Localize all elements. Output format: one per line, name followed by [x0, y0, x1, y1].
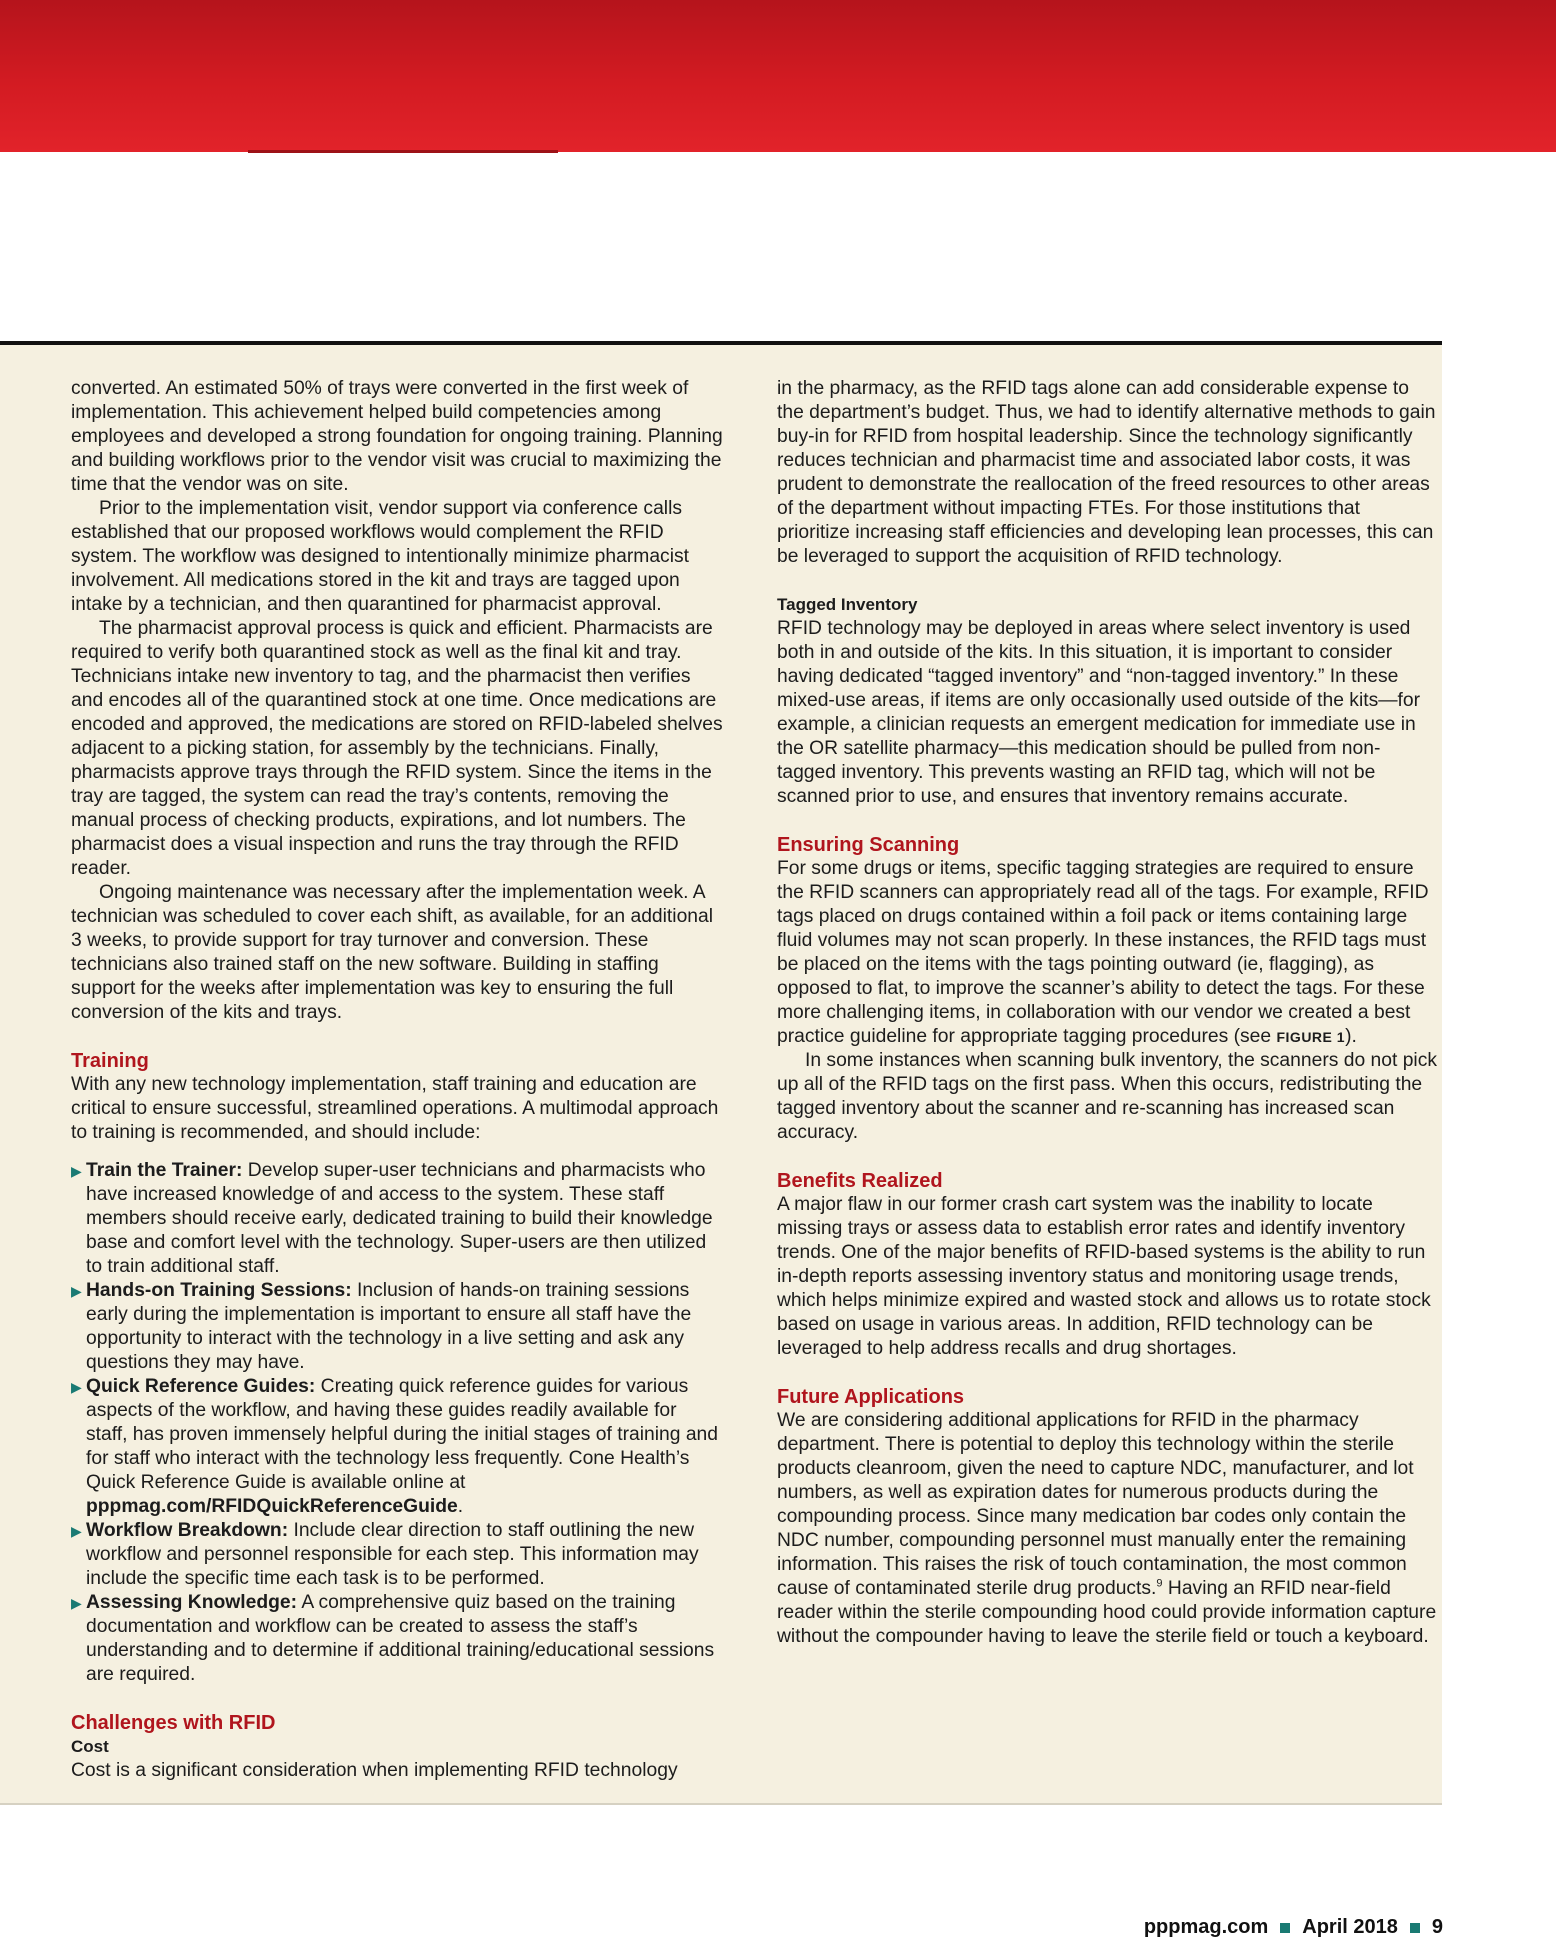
- paragraph: Cost is a significant consideration when implementing RFID technology: [71, 1760, 678, 1781]
- list-item: [71, 1375, 723, 1519]
- list-item-text: Include clear direction to staff outlining the new workflow and personnel responsible for each step. This information may include the specific time each task is to be performed.: [86, 1520, 699, 1589]
- subheading-tagged-inventory: Tagged Inventory: [777, 595, 918, 614]
- paragraph-text: For some drugs or items, specific tagging strategies are required to ensure the RFID scanners can appropriately read all of the tags. For example, RFID tags placed on drugs contained within a foil pack or items containing large fluid volumes may not scan properly. In these instances, the RFID tags must be placed on the items with the tags pointing outward (ie, flagging), as opposed to flat, to improve the scanner’s ability to detect the tags. For these more challenging items, in collaboration with our vendor we created a best practice guideline for appropriate tagging procedures (see: [777, 858, 1429, 1047]
- footer-site: pppmag.com: [1143, 1916, 1269, 1938]
- list-item-text: Develop super-user technicians and pharmacists who have increased knowledge of and access to the system. These staff members should receive early, dedicated training to build their knowledge base and comfort level with the technology. Super-users are then utilized to train additional staff.: [86, 1160, 713, 1277]
- list-item-term: Workflow Breakdown:: [86, 1520, 289, 1541]
- list-item-term: Assessing Knowledge:: [86, 1592, 298, 1613]
- figure-reference: FIGURE 1: [1276, 1029, 1346, 1045]
- section-heading-benefits: Benefits Realized: [777, 1170, 943, 1192]
- page-number: 9: [1431, 1916, 1443, 1938]
- subheading-cost: Cost: [71, 1737, 109, 1756]
- list-item: [71, 1519, 723, 1591]
- list-item-term: Train the Trainer:: [86, 1160, 243, 1181]
- square-separator-icon: [1280, 1923, 1290, 1933]
- list-item: [71, 1591, 723, 1687]
- paragraph-text: Having an RFID near-field reader within the sterile compounding hood could provide information capture without the compounder having to leave the sterile field or touch a keyboard.: [777, 1578, 1437, 1647]
- list-item-term: Hands-on Training Sessions:: [86, 1280, 352, 1301]
- triangle-bullet-icon: ▶: [71, 1283, 82, 1299]
- section-heading-ensuring-scanning: Ensuring Scanning: [777, 834, 960, 856]
- list-item-text: .: [457, 1496, 464, 1517]
- citation-superscript: 9: [1156, 1577, 1163, 1590]
- paragraph: A major flaw in our former crash cart system was the inability to locate missing trays or assess data to establish error rates and identify inventory trends. One of the major benefits of RFID-based systems is the ability to run in-depth reports assessing inventory status and monitoring usage trends, which helps minimize expired and wasted stock and allows us to rotate stock based on usage in various areas. In addition, RFID technology can be leveraged to help address recalls and drug shortages.: [777, 1194, 1431, 1359]
- triangle-bullet-icon: ▶: [71, 1163, 82, 1179]
- paragraph: Prior to the implementation visit, vendor support via conference calls established that our proposed workflows would complement the RFID system. The workflow was designed to intentionally minimize pharmacist involvement. All medications stored in the kit and trays are tagged upon intake by a technician, and then quarantined for pharmacist approval.: [71, 498, 689, 615]
- paragraph: [777, 857, 1437, 1049]
- section-heading-future: Future Applications: [777, 1386, 965, 1408]
- list-item-text: Creating quick reference guides for various aspects of the workflow, and having these guides readily available for staff, has proven immensely helpful during the initial stages of training and for staff who interact with the technology less frequently. Cone Health’s Quick Reference Guide is available online at: [86, 1376, 719, 1493]
- list-item-text: Inclusion of hands-on training sessions early during the implementation is important to ensure all staff have the opportunity to interact with the technology in a live setting and ask any questions they may have.: [86, 1280, 692, 1373]
- header-color-band: [0, 0, 1556, 152]
- footer-date: April 2018: [1302, 1916, 1398, 1938]
- right-column: [777, 377, 1437, 1649]
- triangle-bullet-icon: ▶: [71, 1379, 82, 1395]
- triangle-bullet-icon: ▶: [71, 1523, 82, 1539]
- paragraph: in the pharmacy, as the RFID tags alone can add considerable expense to the department’s budget. Thus, we had to identify alternative methods to gain buy-in for RFID from hospital leadership. Since the technology significantly reduces technician and pharmacist time and associated labor costs, it was prudent to demonstrate the reallocation of the freed resources to other areas of the department without impacting FTEs. For those institutions that prioritize increasing staff efficiencies and developing lean processes, this can be leveraged to support the acquisition of RFID technology.: [777, 378, 1436, 567]
- paragraph: The pharmacist approval process is quick and efficient. Pharmacists are required to verify both quarantined stock as well as the final kit and tray. Technicians intake new inventory to tag, and the pharmacist then verifies and encodes all of the quarantined stock at one time. Once medications are encoded and approved, the medications are stored on RFID-labeled shelves adjacent to a picking station, for assembly by the technicians. Finally, pharmacists approve trays through the RFID system. Since the items in the tray are tagged, the system can read the tray’s contents, removing the manual process of checking products, expirations, and lot numbers. The pharmacist does a visual inspection and runs the tray through the RFID reader.: [71, 618, 723, 879]
- list-item: [71, 1279, 723, 1375]
- square-separator-icon: [1410, 1923, 1420, 1933]
- paragraph: converted. An estimated 50% of trays were converted in the first week of implementation. This achievement helped build competencies among employees and developed a strong foundation for ongoing training. Planning and building workflows prior to the vendor visit was crucial to maximizing the time that the vendor was on site.: [71, 378, 723, 495]
- paragraph: Ongoing maintenance was necessary after the implementation week. A technician was scheduled to cover each shift, as available, for an additional 3 weeks, to provide support for tray turnover and conversion. These technicians also trained staff on the new software. Building in staffing support for the weeks after implementation was key to ensuring the full conversion of the kits and trays.: [71, 882, 714, 1023]
- training-list: [71, 1159, 723, 1687]
- page-footer: [1144, 1916, 1443, 1939]
- paragraph-text: ).: [1345, 1026, 1357, 1047]
- list-item-text: A comprehensive quiz based on the training documentation and workflow can be created to assess the staff’s understanding and to determine if additional training/educational sessions are required.: [86, 1592, 715, 1685]
- list-item: [71, 1159, 723, 1279]
- triangle-bullet-icon: ▶: [71, 1595, 82, 1611]
- section-heading-challenges: Challenges with RFID: [71, 1712, 276, 1734]
- paragraph: RFID technology may be deployed in areas where select inventory is used both in and outside of the kits. In this situation, it is important to consider having dedicated “tagged inventory” and “non-tagged inventory.” In these mixed-use areas, if items are only occasionally used outside of the kits—for example, a clinician requests an emergent medication for immediate use in the OR satellite pharmacy—this medication should be pulled from non-tagged inventory. This prevents wasting an RFID tag, which will not be scanned prior to use, and ensures that inventory remains accurate.: [777, 618, 1421, 807]
- section-heading-training: Training: [71, 1050, 149, 1072]
- list-item-term: Quick Reference Guides:: [86, 1376, 316, 1397]
- header-accent-rule: [248, 150, 558, 153]
- paragraph-text: We are considering additional applications for RFID in the pharmacy department. There is potential to deploy this technology within the sterile products cleanroom, given the need to capture NDC, manufacturer, and lot numbers, as well as expiration dates for numerous products during the compounding process. Since many medication bar codes only contain the NDC number, compounding personnel must manually enter the remaining information. This raises the risk of touch contamination, the most common cause of contaminated sterile drug products.: [777, 1410, 1414, 1599]
- left-column: [71, 377, 723, 1783]
- paragraph: [777, 1409, 1437, 1649]
- paragraph: In some instances when scanning bulk inventory, the scanners do not pick up all of the RFID tags on the first pass. When this occurs, redistributing the tagged inventory about the scanner and re-scanning has increased scan accuracy.: [777, 1050, 1437, 1143]
- paragraph: With any new technology implementation, staff training and education are critical to ensure successful, streamlined operations. A multimodal approach to training is recommended, and should include:: [71, 1074, 719, 1143]
- reference-guide-link[interactable]: pppmag.com/RFIDQuickReferenceGuide: [86, 1496, 458, 1517]
